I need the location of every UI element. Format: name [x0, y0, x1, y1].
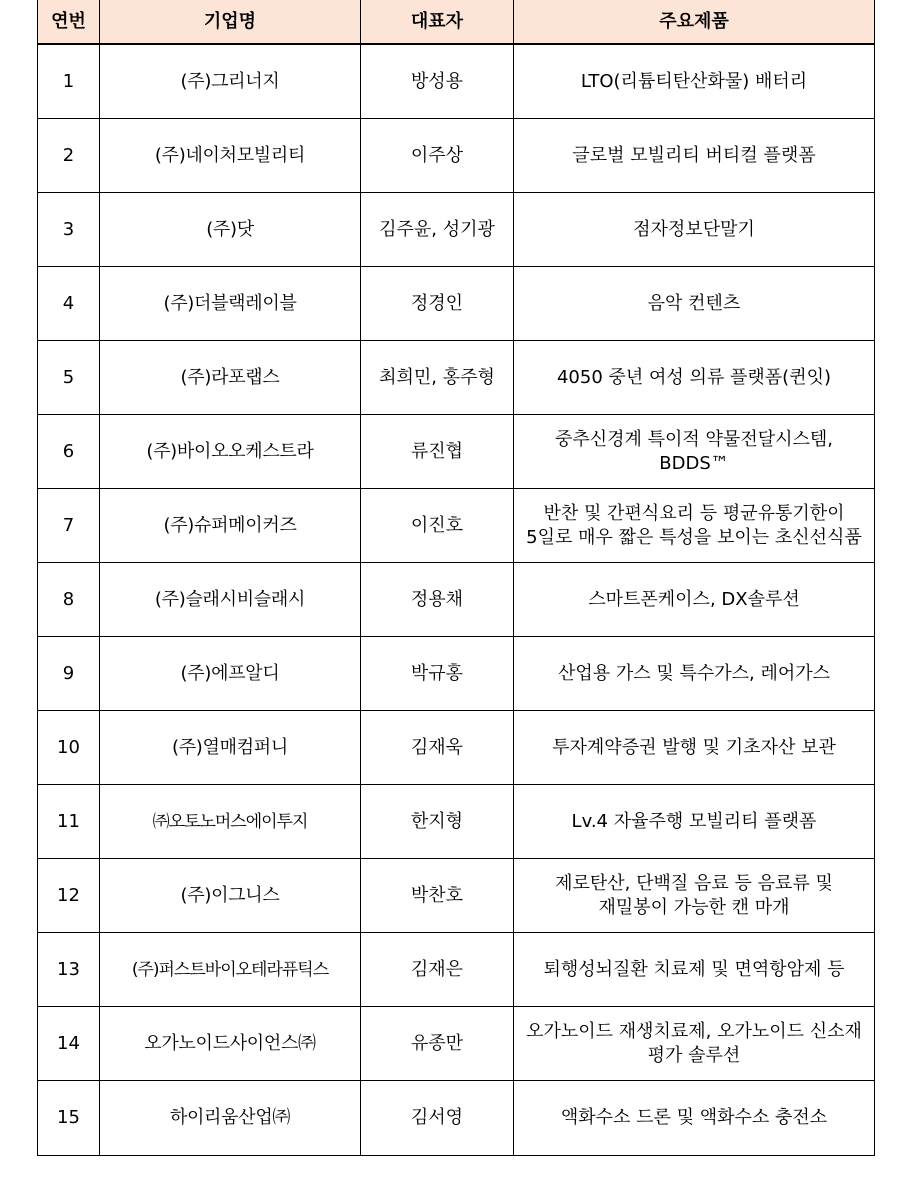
row-ceo: 정경인	[361, 267, 514, 341]
table-row	[38, 859, 875, 933]
row-company: (주)열매컴퍼니	[100, 711, 361, 785]
row-no: 7	[38, 489, 100, 563]
row-company: (주)이그니스	[100, 859, 361, 933]
table-row	[38, 44, 875, 119]
row-product: 제로탄산, 단백질 음료 등 음료류 및 재밀봉이 가능한 캔 마개	[514, 859, 875, 933]
row-company: (주)네이처모빌리티	[100, 119, 361, 193]
table-row	[38, 711, 875, 785]
row-product: 글로벌 모빌리티 버티컬 플랫폼	[514, 119, 875, 193]
row-ceo: 이주상	[361, 119, 514, 193]
row-no: 2	[38, 119, 100, 193]
table-body	[38, 44, 875, 1156]
row-no: 1	[38, 44, 100, 119]
row-ceo: 김서영	[361, 1081, 514, 1156]
company-table	[37, 0, 875, 1156]
row-company: (주)퍼스트바이오테라퓨틱스	[100, 933, 361, 1007]
row-no: 5	[38, 341, 100, 415]
table-row	[38, 341, 875, 415]
row-company: (주)더블랙레이블	[100, 267, 361, 341]
row-ceo: 한지형	[361, 785, 514, 859]
row-company: (주)닷	[100, 193, 361, 267]
row-no: 14	[38, 1007, 100, 1081]
header-company: 기업명	[100, 0, 361, 44]
row-company: 오가노이드사이언스㈜	[100, 1007, 361, 1081]
row-product: 퇴행성뇌질환 치료제 및 면역항암제 등	[514, 933, 875, 1007]
row-no: 13	[38, 933, 100, 1007]
row-ceo: 유종만	[361, 1007, 514, 1081]
header-product: 주요제품	[514, 0, 875, 44]
row-ceo: 최희민, 홍주형	[361, 341, 514, 415]
row-product: 반찬 및 간편식요리 등 평균유통기한이 5일로 매우 짧은 특성을 보이는 초신선식품	[514, 489, 875, 563]
table-row	[38, 193, 875, 267]
table-row	[38, 1081, 875, 1156]
row-product: 산업용 가스 및 특수가스, 레어가스	[514, 637, 875, 711]
row-ceo: 김재욱	[361, 711, 514, 785]
row-ceo: 박규홍	[361, 637, 514, 711]
row-product: 4050 중년 여성 의류 플랫폼(퀸잇)	[514, 341, 875, 415]
row-ceo: 박찬호	[361, 859, 514, 933]
row-product: 중추신경계 특이적 약물전달시스템, BDDS™	[514, 415, 875, 489]
row-company: (주)그리너지	[100, 44, 361, 119]
row-ceo: 김재은	[361, 933, 514, 1007]
row-no: 12	[38, 859, 100, 933]
row-no: 15	[38, 1081, 100, 1156]
table-row	[38, 563, 875, 637]
row-company: (주)에프알디	[100, 637, 361, 711]
header-no: 연번	[38, 0, 100, 44]
table-header	[38, 0, 875, 44]
row-company: (주)슈퍼메이커즈	[100, 489, 361, 563]
row-product: 점자정보단말기	[514, 193, 875, 267]
row-no: 3	[38, 193, 100, 267]
row-product: 스마트폰케이스, DX솔루션	[514, 563, 875, 637]
table-row	[38, 637, 875, 711]
row-no: 8	[38, 563, 100, 637]
row-company: (주)슬래시비슬래시	[100, 563, 361, 637]
row-no: 6	[38, 415, 100, 489]
row-ceo: 김주윤, 성기광	[361, 193, 514, 267]
table-row	[38, 489, 875, 563]
table-row	[38, 785, 875, 859]
row-product: 음악 컨텐츠	[514, 267, 875, 341]
header-row	[38, 0, 875, 44]
row-product: Lv.4 자율주행 모빌리티 플랫폼	[514, 785, 875, 859]
row-no: 4	[38, 267, 100, 341]
table-row	[38, 119, 875, 193]
row-ceo: 방성용	[361, 44, 514, 119]
row-ceo: 이진호	[361, 489, 514, 563]
row-ceo: 류진협	[361, 415, 514, 489]
row-ceo: 정용채	[361, 563, 514, 637]
header-ceo: 대표자	[361, 0, 514, 44]
row-product: 오가노이드 재생치료제, 오가노이드 신소재 평가 솔루션	[514, 1007, 875, 1081]
row-product: 투자계약증권 발행 및 기초자산 보관	[514, 711, 875, 785]
row-company: (주)라포랩스	[100, 341, 361, 415]
row-product: LTO(리튬티탄산화물) 배터리	[514, 44, 875, 119]
row-no: 10	[38, 711, 100, 785]
row-company: (주)바이오오케스트라	[100, 415, 361, 489]
row-company: 하이리움산업㈜	[100, 1081, 361, 1156]
row-product: 액화수소 드론 및 액화수소 충전소	[514, 1081, 875, 1156]
table-row	[38, 933, 875, 1007]
row-no: 11	[38, 785, 100, 859]
row-no: 9	[38, 637, 100, 711]
table-row	[38, 415, 875, 489]
table-row	[38, 267, 875, 341]
row-company: ㈜오토노머스에이투지	[100, 785, 361, 859]
table-row	[38, 1007, 875, 1081]
